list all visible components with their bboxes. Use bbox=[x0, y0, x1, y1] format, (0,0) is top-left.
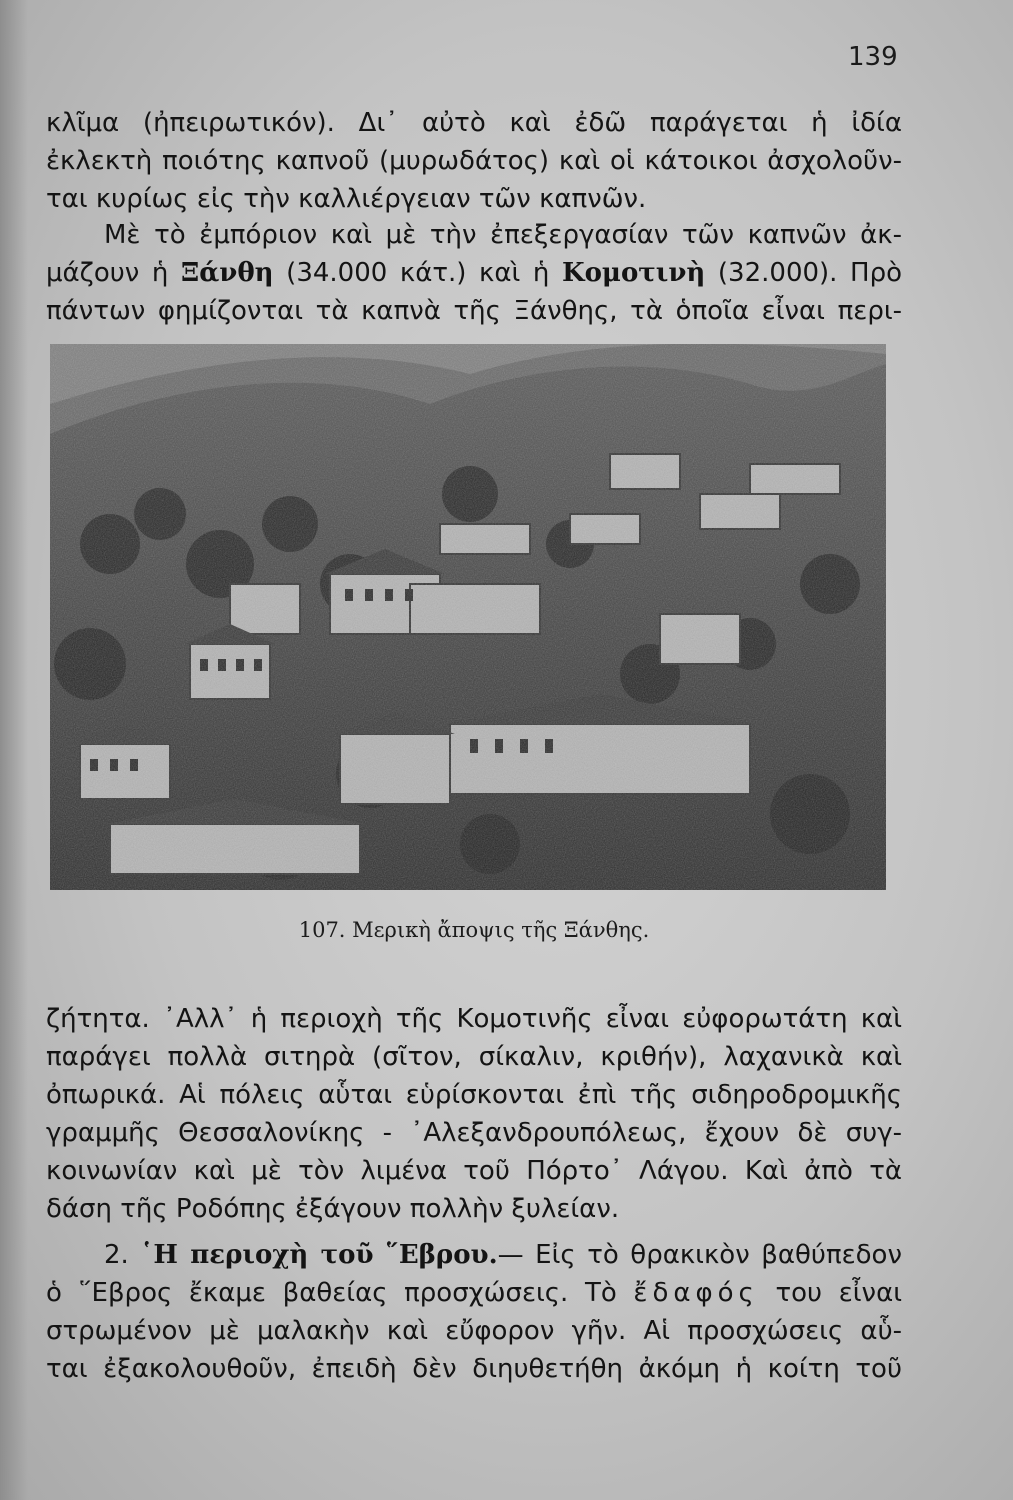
text-line: κλῖμα (ἠπειρωτικόν). Δι᾽ αὐτὸ καὶ ἐδῶ παράγεται ἡ ἰδία bbox=[46, 108, 902, 138]
text-line: ὀπωρικά. Αἱ πόλεις αὗται εὑρίσκονται ἐπὶ τῆς σιδηροδρομικῆς bbox=[46, 1080, 902, 1110]
city-komotini: Κομοτινὴ bbox=[561, 258, 706, 288]
text-line: γραμμῆς Θεσσαλονίκης - ᾽Αλεξανδρουπόλεως, ἔχουν δὲ συγ- bbox=[46, 1118, 902, 1148]
text-line: ται κυρίως εἰς τὴν καλλιέργειαν τῶν καπνῶν. bbox=[46, 184, 647, 214]
paragraph-komotini-region bbox=[46, 1000, 902, 1228]
text-fragment: — Εἰς τὸ θρακικὸν βαθύπεδον bbox=[497, 1240, 902, 1270]
section-number: 2. bbox=[104, 1240, 129, 1270]
figure-caption: 107. Μερικὴ ἄποψις τῆς Ξάνθης. bbox=[298, 918, 650, 942]
photo-illustration bbox=[50, 344, 886, 890]
photo-xanthi-view bbox=[50, 344, 886, 890]
text-line bbox=[46, 254, 902, 292]
page-number: 139 bbox=[848, 42, 898, 72]
city-xanthi: Ξάνθη bbox=[180, 258, 274, 288]
text-line bbox=[46, 1236, 902, 1274]
text-line: κοινωνίαν καὶ μὲ τὸν λιμένα τοῦ Πόρτο᾽ Λάγου. Καὶ ἀπὸ τὰ bbox=[46, 1156, 902, 1186]
text-fragment: (32.000). Πρὸ bbox=[705, 258, 903, 288]
text-line: στρωμένον μὲ μαλακὴν καὶ εὔφορον γῆν. Αἱ προσχώσεις αὗ- bbox=[46, 1316, 902, 1346]
text-fragment: του εἶναι bbox=[775, 1278, 903, 1308]
paragraph-climate bbox=[46, 104, 902, 218]
text-line: Μὲ τὸ ἐμπόριον καὶ μὲ τὴν ἐπεξεργασίαν τῶν καπνῶν ἀκ- bbox=[104, 220, 902, 250]
text-line: παράγει πολλὰ σιτηρὰ (σῖτον, σίκαλιν, κριθήν), λαχανικὰ καὶ bbox=[46, 1042, 902, 1072]
text-fragment: ὁ ῞Εβρος ἔκαμε βαθείας προσχώσεις. Τὸ bbox=[46, 1278, 617, 1308]
text-line bbox=[46, 1274, 902, 1312]
text-line: ζήτητα. ᾽Αλλ᾽ ἡ περιοχὴ τῆς Κομοτινῆς εἶναι εὐφορωτάτη καὶ bbox=[46, 1004, 902, 1034]
spaced-word: ἔδαφός bbox=[633, 1278, 759, 1308]
text-line: πάντων φημίζονται τὰ καπνὰ τῆς Ξάνθης, τὰ ὁποῖα εἶναι περι- bbox=[46, 296, 902, 326]
text-fragment: (34.000 κάτ.) καὶ ἡ bbox=[273, 258, 562, 288]
paragraph-tobacco-cities bbox=[46, 216, 902, 330]
text-line: ται ἐξακολουθοῦν, ἐπειδὴ δὲν διηυθετήθη ἀκόμη ἡ κοίτη τοῦ bbox=[46, 1354, 902, 1384]
text-line: δάση τῆς Ροδόπης ἐξάγουν πολλὴν ξυλείαν. bbox=[46, 1194, 620, 1224]
text-fragment: μάζουν ἡ bbox=[46, 258, 181, 288]
section-heading: ῾Η περιοχὴ τοῦ ῞Εβρου. bbox=[140, 1240, 498, 1270]
text-line: ἐκλεκτὴ ποιότης καπνοῦ (μυρωδάτος) καὶ οἱ κάτοικοι ἀσχολοῦν- bbox=[46, 146, 902, 176]
paragraph-evros-region bbox=[46, 1236, 902, 1388]
spine-shadow bbox=[0, 0, 28, 1500]
